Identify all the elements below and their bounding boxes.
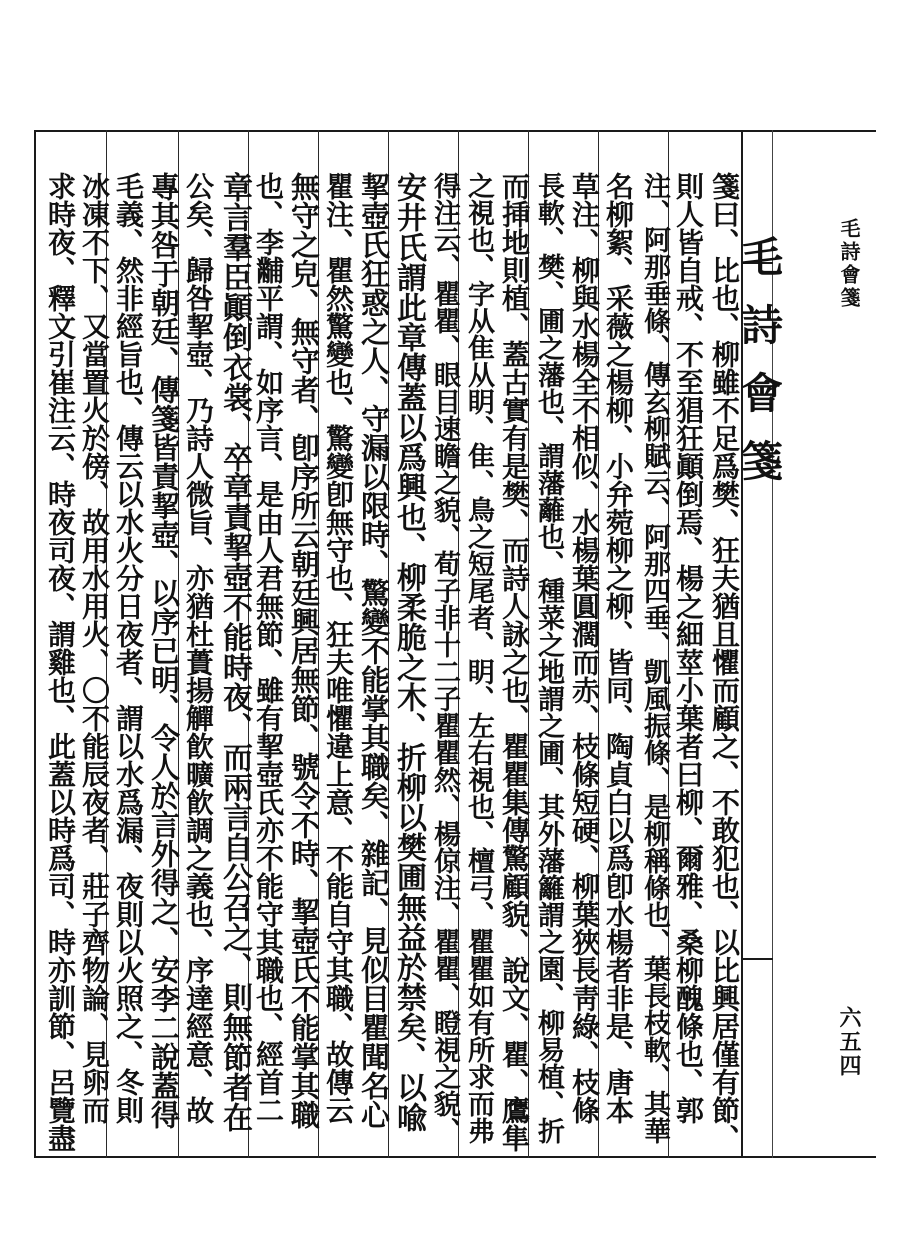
text-column: 而挿地則植、蓋古實有是樊、而詩人詠之也、瞿瞿集傳驚顧貌、說文、瞿、鷹隼	[498, 172, 531, 1152]
center-title: 毛詩會箋	[735, 235, 784, 507]
text-column: 注、阿那垂條、傳玄柳賦云、阿那四垂、凱風振條、是柳稱條也、葉長枝軟、其華	[639, 172, 670, 1144]
text-column: 冰凍不下、又當置火於傍、故用水用火、〇不能辰夜者、莊子齊物論、見卵而	[78, 172, 111, 1124]
text-column: 求時夜、釋文引崔注云、時夜司夜、謂雞也、此蓋以時爲司、時亦訓節、呂覽盡	[44, 172, 77, 1152]
frame-top-rule	[34, 130, 876, 132]
page-number: 六五四	[836, 1006, 862, 1078]
text-column: 箋曰、比也、柳雖不足爲樊、狂夫猶且懼而顧之、不敢犯也、以比興居僅有節、	[708, 172, 741, 1152]
fishtail-bottom-rule	[741, 958, 773, 960]
running-title: 毛詩會箋	[837, 218, 861, 310]
text-column: 瞿注、瞿然驚變也、驚變卽無守也、狂夫唯懼違上意、不能自守其職、故傳云	[322, 172, 355, 1124]
text-column: 之視也、字从隹从眀、隹、鳥之短尾者、眀、左右視也、檀弓、瞿瞿如有所求而弗	[463, 172, 494, 1144]
text-column: 挈壺氏狂惑之人、守漏以限時、驚變不能掌其職矣、雜記、見似目瞿聞名心	[357, 172, 391, 1129]
text-column: 安井氏謂此章傳蓋以爲興也、柳柔脆之木、折柳以樊圃無益於禁矣、以喩	[391, 172, 426, 1132]
text-column: 毛義、然非經旨也、傳云以水火分日夜者、謂以水爲漏、夜則以火照之、冬則	[112, 172, 145, 1124]
text-column: 專其咎于朝廷、傳箋皆責挈壺、以序已明、令人於言外得之、安李二說蓋得	[147, 172, 181, 1129]
text-column: 也、李黼平謂、如序言、是由人君無節、雖有挈壺氏亦不能守其職也、經首二	[252, 172, 285, 1124]
text-column: 公矣、歸咎挈壺、乃詩人微旨、亦猶杜蕢揚觶飮曠飮調之義也、序達經意、故	[182, 172, 215, 1124]
text-column: 長軟、樊、圃之藩也、謂藩蘺也、種菜之地謂之圃、其外藩籬謂之園、柳易植、折	[533, 172, 564, 1144]
text-column: 則人皆自戒、不至猖狂顚倒焉、楊之細莖小葉者曰柳、爾雅、桑柳醜條也、郭	[672, 172, 705, 1124]
text-column: 得注云、瞿瞿、眼目速瞻之貌、荀子非十二子瞿瞿然、楊倞注、瞿瞿、瞪視之貌、	[429, 172, 460, 1144]
frame-left-rule	[34, 130, 36, 1158]
frame-bottom-rule	[34, 1156, 876, 1158]
text-column: 無守之皃、無守者、卽序所云朝廷興居無節、號令不時、挈壺氏不能掌其職	[287, 172, 321, 1129]
text-column: 章言羣臣顚倒衣裳、卒章責挈壺不能時夜、而兩言自公召之、則無節者在	[217, 172, 252, 1132]
text-column: 名柳絮、采薇之楊柳、小弁菀柳之柳、皆同、陶貞白以爲卽水楊者非是、唐本	[602, 172, 635, 1124]
text-column: 草注、柳與水楊全不相似、水楊葉圓濶而赤、枝條短硬、柳葉狹長靑綠、枝條	[568, 172, 601, 1124]
